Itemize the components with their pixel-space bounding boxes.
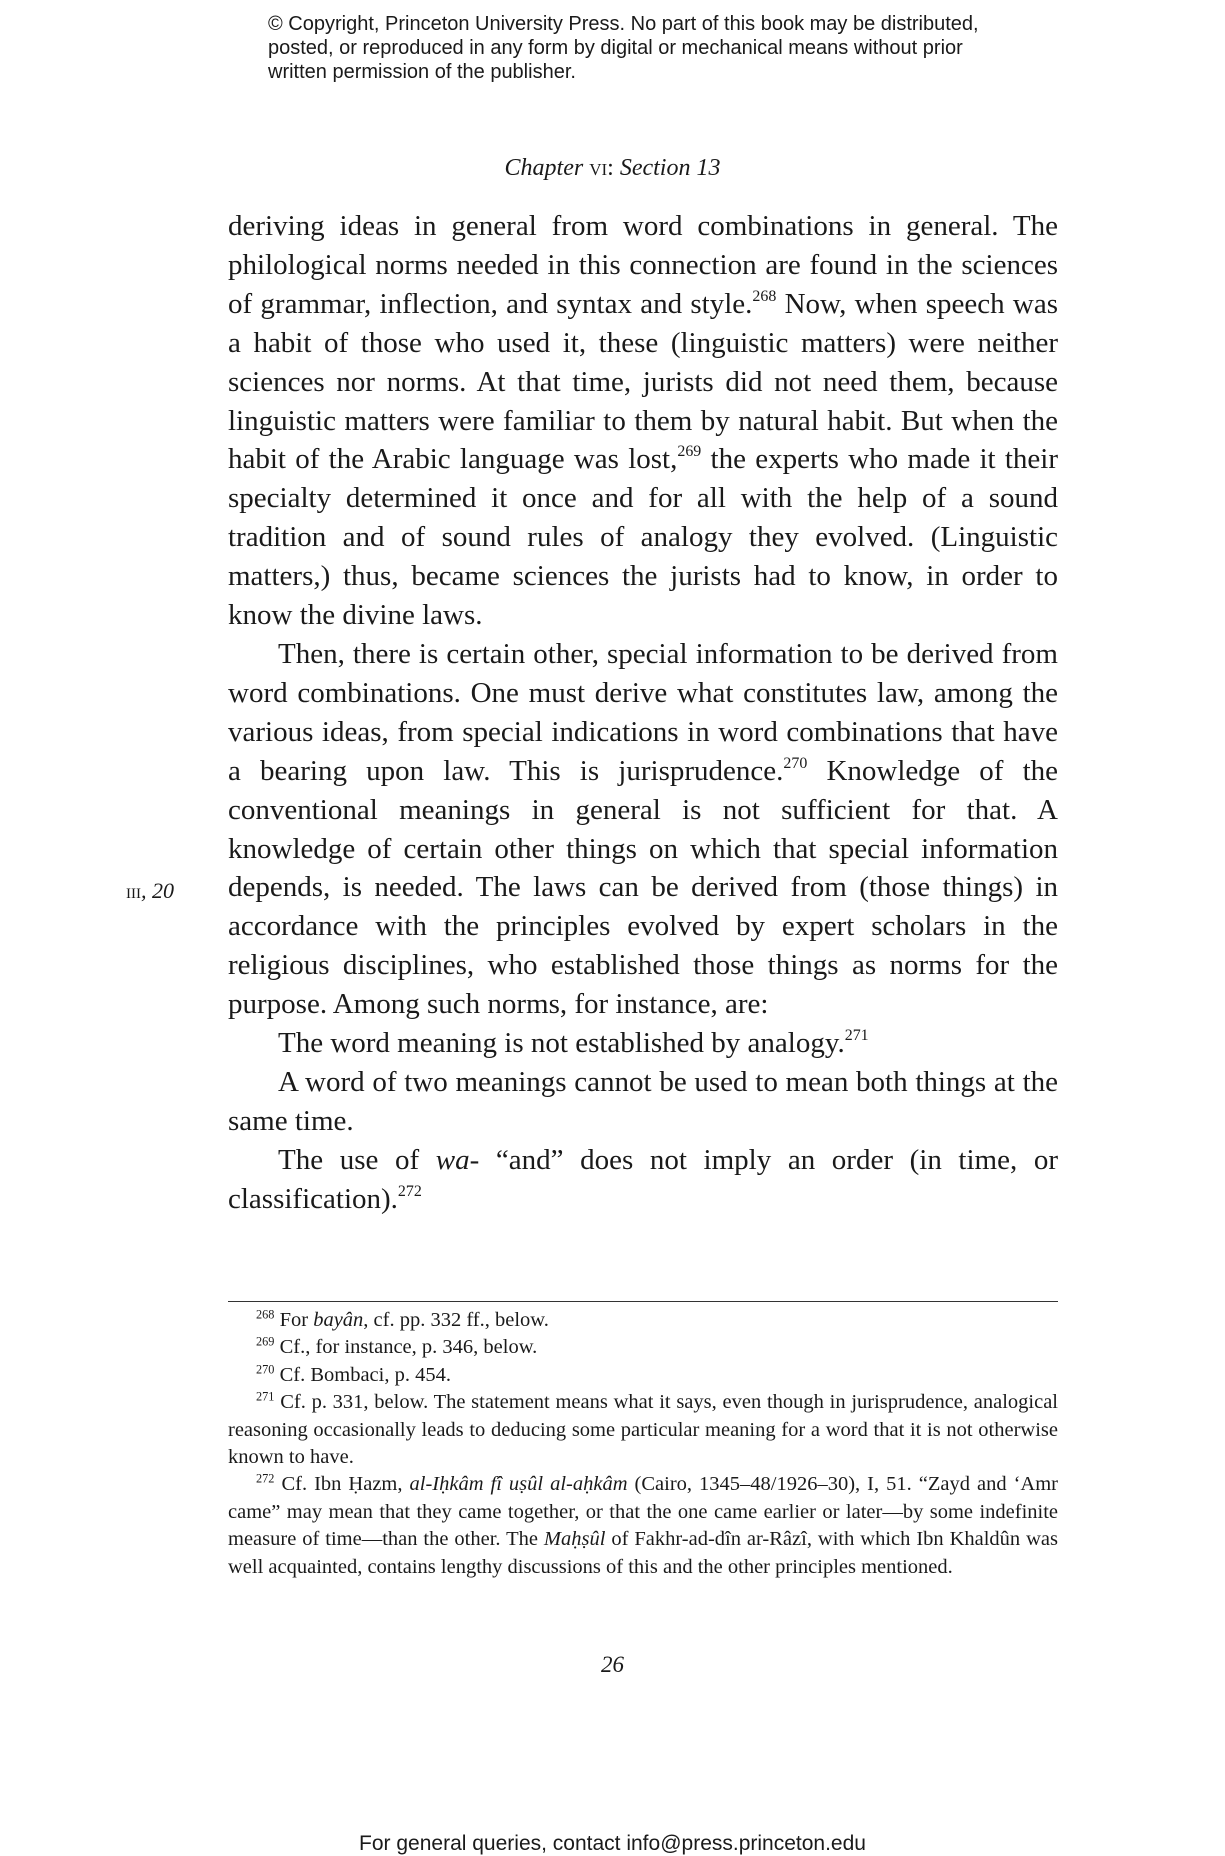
- text-run: The word meaning is not established by analogy.: [278, 1027, 845, 1060]
- margin-reference: [126, 878, 174, 904]
- footnote: [228, 1389, 1058, 1471]
- footnote-number: 268: [256, 1307, 275, 1322]
- footnote-number: 269: [256, 1335, 275, 1350]
- footnote-divider: [228, 1301, 1058, 1302]
- footnotes: [228, 1307, 1058, 1581]
- footnote-ref: 271: [844, 1027, 869, 1045]
- margin-page: , 20: [141, 878, 174, 903]
- section-label: Section: [619, 155, 691, 181]
- text-run: deriving ideas in general from word combinations in general. The philological norms needed in this connection are found in the sciences of grammar, inflection, and syntax and style.: [228, 210, 1058, 320]
- footnote-number: 270: [256, 1362, 275, 1377]
- footnote: [228, 1362, 1058, 1389]
- text-run: For: [274, 1309, 314, 1331]
- text-run: Cf., for instance, p. 346, below.: [274, 1336, 538, 1359]
- text-run: The use of: [278, 1143, 436, 1176]
- margin-volume: iii: [126, 878, 141, 903]
- section-number: 13: [696, 155, 721, 181]
- footnote: [228, 1307, 1058, 1334]
- footnote-number: 271: [256, 1389, 275, 1404]
- footnote-ref: 268: [752, 287, 777, 305]
- italic-title: Maḥṣûl: [543, 1528, 606, 1551]
- text-run: Then, there is certain other, special information to be derived from word combinations. One must derive what constitutes law, among the various ideas, from special indications in word combinations that have a bearing upon law. This is jurisprudence.: [228, 637, 1058, 787]
- footnote-ref: 269: [677, 443, 702, 461]
- paragraph: [228, 1141, 1058, 1219]
- footnote-ref: 272: [397, 1182, 422, 1200]
- paragraph: [228, 635, 1058, 1024]
- page-number: 26: [601, 1652, 624, 1677]
- italic-title: al-Iḥkâm fî uṣûl al-aḥkâm: [409, 1473, 628, 1496]
- text-run: the experts who made it their specialty determined it once and for all with the help of a sound tradition and of sound rules of analogy they evolved. (Linguistic matters,) thus, became sciences the jurists had to know, in order to know the divine laws.: [228, 443, 1058, 632]
- text-run: Cf. p. 331, below. The statement means what it says, even though in jurisprudence, analogical reasoning occasionally leads to deducing some particular meaning for a word that it is not otherwise known to have.: [228, 1391, 1058, 1469]
- paragraph: [228, 207, 1058, 635]
- text-run: Cf. Ibn Ḥazm,: [274, 1473, 410, 1496]
- text-run: , cf. pp. 332 ff., below.: [363, 1309, 549, 1331]
- text-run: Now, when speech was a habit of those who used it, these (linguistic matters) were neither sciences nor norms. At that time, jurists did not need them, because linguistic matters were familiar to them by natural habit. But when the habit of the Arabic language was lost,: [228, 287, 1058, 476]
- chapter-number: vi: [589, 155, 608, 181]
- running-head-colon: :: [607, 155, 614, 181]
- italic-term: bayân: [313, 1309, 364, 1331]
- running-head: [0, 155, 1225, 182]
- text-run: Cf. Bombaci, p. 454.: [274, 1363, 451, 1386]
- footnote-number: 272: [256, 1472, 275, 1487]
- text-run: (Cairo, 1345–48/1926–30), I, 51. “Zayd and ‘Amr came” may mean that they came together, or that the one came earlier or later—by some indefinite measure of time—than the other. The: [228, 1473, 1058, 1551]
- footnote: [228, 1471, 1058, 1581]
- footnote: [228, 1334, 1058, 1361]
- body-text: [228, 207, 1058, 1219]
- paragraph: [228, 1024, 1058, 1063]
- chapter-label: Chapter: [504, 155, 584, 181]
- text-run: A word of two meanings cannot be used to mean both things at the same time.: [228, 1065, 1058, 1137]
- text-run: of Fakhr-ad-dîn ar-Râzî, with which Ibn Khaldûn was well acquainted, contains lengthy discussions of this and the other principles mentioned.: [228, 1528, 1058, 1578]
- copyright-notice: © Copyright, Princeton University Press. No part of this book may be distributed, posted, or reproduced in any form by digital or mechanical means without prior written permission of the publisher.: [268, 13, 979, 83]
- italic-term: wa-: [435, 1143, 480, 1176]
- paragraph: [228, 1063, 1058, 1141]
- text-run: Knowledge of the conventional meanings in general is not sufficient for that. A knowledge of certain other things on which that special information depends, is needed. The laws can be derived from (those things) in accordance with the principles evolved by expert scholars in the religious disciplines, who established those things as norms for the purpose. Among such norms, for instance, are:: [228, 754, 1058, 1021]
- footer-contact: For general queries, contact info@press.princeton.edu: [359, 1832, 866, 1855]
- footnote-ref: 270: [783, 754, 808, 772]
- text-run: “and” does not imply an order (in time, or classification).: [228, 1143, 1058, 1215]
